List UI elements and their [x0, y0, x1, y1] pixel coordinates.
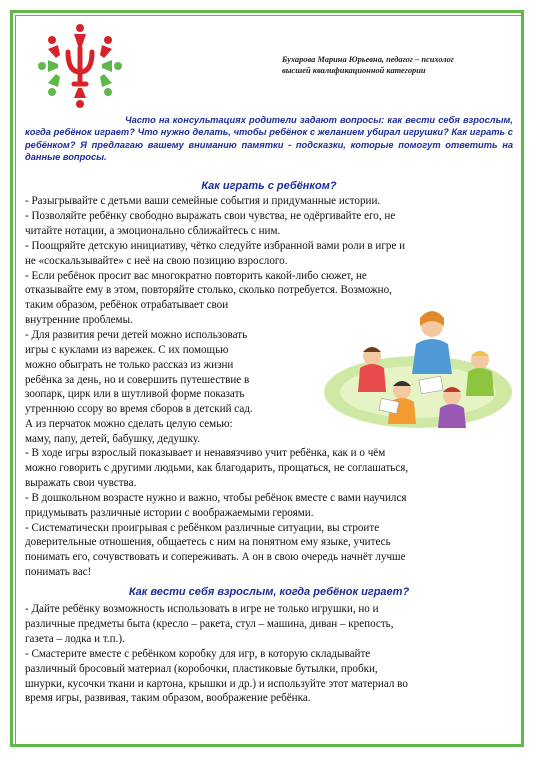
section-title-how-to-play: Как играть с ребёнком? [201, 180, 337, 192]
text-line: различные предметы быта (кресло – ракета, стул – машина, диван – крепость, [25, 617, 394, 630]
section2-text [25, 602, 513, 706]
author-block [282, 54, 512, 76]
children-playing-illustration [320, 296, 516, 432]
text-line: - Дайте ребёнку возможность использовать в игре не только игрушки, но и [25, 603, 379, 615]
intro-line: которые помогут ответить на данные вопросы. [25, 139, 513, 163]
author-qualification: высшей квалификационной категории [282, 66, 426, 75]
text-line: придумывать различные истории с воображаемыми героями. [25, 506, 314, 519]
intro-line: игрушки? Как играть с ребёнком? Я предлагаю вашему вниманию памятки - подсказки, [25, 127, 513, 150]
text-line: таким образом, ребёнок отрабатывает свои [25, 299, 229, 311]
text-line: - Поощряйте детскую инициативу, чётко следуйте избранной вами роли в игре и [25, 239, 406, 252]
text-line: понимать его, сочувствовать и сопереживать. А он в свою очередь начнёт лучше [25, 551, 406, 564]
intro-paragraph [25, 114, 513, 164]
text-line: отказывайте ему в этом, повторяйте столько, сколько потребуется. Возможно, [25, 284, 392, 297]
text-line: внутренние проблемы. [25, 313, 133, 326]
section1-text-b [25, 446, 513, 580]
child-right [466, 351, 494, 396]
text-line: шнурки, кусочки ткани и картона, крышки и др.) и используйте этот материал во [25, 677, 408, 690]
text-line: - В дошкольном возрасте нужно и важно, чтобы ребёнок вместе с вами научился [25, 491, 407, 504]
teacher-figure [412, 311, 452, 374]
text-line: - Если ребёнок просит вас многократно повторить какой-либо сюжет, не [25, 269, 367, 282]
text-line: - Позволяйте ребёнку свободно выражать свои чувства, не одёргивайте его, не [25, 209, 396, 222]
section-title-adult-behavior: Как вести себя взрослым, когда ребёнок играет? [128, 586, 410, 598]
child-left [358, 347, 386, 392]
text-line: выражать свои чувства. [25, 476, 137, 489]
text-line: зоопарк, цирк или в шутливой форме показать [25, 388, 245, 401]
text-line: доверительные отношения, общаетесь с ним на понятном ему языке, учитесь [25, 536, 391, 549]
intro-line: Часто на консультациях родители задают вопросы: как вести себя [125, 115, 460, 125]
text-line: утреннюю ссору во время сборов в детский сад. [25, 403, 253, 416]
section1-text-a [25, 194, 513, 298]
text-line: - В ходе игры взрослый показывает и ненавязчиво учит ребёнка, как и о чём [25, 447, 386, 459]
text-line: можно говорить с другими людьми, как благодарить, прощаться, не соглашаться, [25, 461, 409, 474]
text-line: - Смастерите вместе с ребёнком коробку для игр, в которую складывайте [25, 647, 371, 660]
psychology-logo [32, 18, 128, 114]
author-name: Бухарова Марина Юрьевна, педагог – психолог [282, 55, 454, 64]
text-line: можно обыграть не только рассказ из жизни [25, 358, 234, 371]
text-line: газета – лодка и т.п.). [25, 632, 125, 645]
text-line: ребёнка за день, но и совершить путешествие в [25, 373, 250, 386]
text-line: игры с куклами из варежек. С их помощью [25, 343, 229, 356]
section1-text-narrow [25, 298, 325, 447]
text-line: маму, папу, детей, бабушку, дедушку. [25, 433, 201, 446]
text-line: - Систематически проигрывая с ребёнком различные ситуации, вы строите [25, 521, 380, 534]
text-line: различный бросовый материал (коробочки, пластиковые бутылки, пробки, [25, 662, 378, 675]
intro-line: взрослым, когда ребёнок играет? Что нужно делать, чтобы ребёнок с желанием убирал [25, 115, 513, 138]
text-line: время игры, развивая, таким образом, воображение ребёнка. [25, 692, 311, 705]
psi-symbol [68, 48, 92, 84]
text-line: понимать вас! [25, 566, 92, 579]
text-line: - Для развития речи детей можно использовать [25, 328, 248, 341]
text-line: - Разыгрывайте с детьми ваши семейные события и придуманные истории. [25, 195, 381, 207]
text-line: читайте нотации, а эмоционально сближайтесь с ним. [25, 224, 281, 237]
text-line: не «соскальзывайте» с неё на свою позицию взрослого. [25, 254, 288, 267]
text-line: А из перчаток можно сделать целую семью: [25, 418, 233, 431]
